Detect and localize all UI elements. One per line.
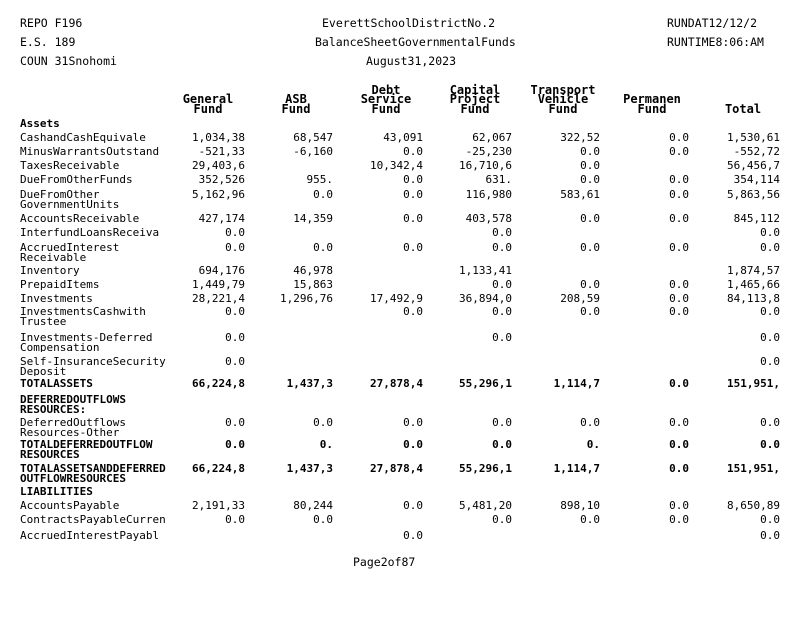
cell-value: 1,465,66: [727, 279, 780, 291]
cell-value: 0.0: [760, 530, 780, 542]
cell-value: 0.0: [492, 227, 512, 239]
cell-value: 322,52: [560, 132, 600, 144]
cell-value: 0.0: [760, 417, 780, 429]
cell-value: 354,114: [733, 174, 780, 186]
cell-value: 0.0: [580, 146, 600, 158]
row-label: Investments: [20, 294, 93, 304]
cell-value: 403,578: [465, 213, 512, 225]
cell-value: 694,176: [198, 265, 245, 277]
cell-value: 0.0: [492, 279, 512, 291]
cell-value: 55,296,1: [459, 378, 512, 390]
cell-value: 0.0: [403, 213, 423, 225]
cell-value: 0.0: [580, 279, 600, 291]
cell-value: 0.0: [225, 306, 245, 318]
cell-value: 0.0: [669, 146, 689, 158]
row-label: Assets: [20, 119, 60, 129]
row-label: Self-InsuranceSecurity Deposit: [20, 357, 166, 376]
cell-value: 151,951,: [727, 378, 780, 390]
row-label: Inventory: [20, 266, 80, 276]
header-center-line: August31,2023: [366, 54, 457, 68]
cell-value: 0.0: [669, 189, 689, 201]
cell-value: 56,456,7: [727, 160, 780, 172]
cell-value: 16,710,6: [459, 160, 512, 172]
cell-value: 0.0: [492, 439, 512, 451]
cell-value: 0.0: [580, 306, 600, 318]
cell-value: 0.0: [669, 174, 689, 186]
row-label: InvestmentsCashwith Trustee: [20, 307, 146, 326]
cell-value: 8,650,89: [727, 500, 780, 512]
row-label: InterfundLoansReceiva: [20, 228, 160, 238]
column-header: Permanen Fund: [623, 92, 681, 116]
cell-value: 1,133,41: [459, 265, 512, 277]
cell-value: 0.0: [760, 514, 780, 526]
row-label: DeferredOutflows Resources-Other: [20, 418, 126, 437]
cell-value: 0.0: [492, 514, 512, 526]
cell-value: 1,034,38: [192, 132, 245, 144]
cell-value: 0.0: [492, 332, 512, 344]
cell-value: 0.0: [760, 306, 780, 318]
page-footer: Page2of87: [353, 555, 416, 569]
cell-value: 0.0: [403, 306, 423, 318]
cell-value: 0.0: [403, 417, 423, 429]
row-label: TOTALASSETS: [20, 379, 93, 389]
row-label: AccruedInterest Receivable: [20, 243, 120, 262]
cell-value: 0.0: [669, 417, 689, 429]
cell-value: 1,449,79: [192, 279, 245, 291]
row-label: CashandCashEquivale: [20, 133, 146, 143]
cell-value: 0.0: [580, 160, 600, 172]
cell-value: 151,951,: [727, 463, 780, 475]
cell-value: 0.0: [669, 293, 689, 305]
cell-value: 0.0: [225, 356, 245, 368]
cell-value: 55,296,1: [459, 463, 512, 475]
cell-value: 898,10: [560, 500, 600, 512]
cell-value: 5,481,20: [459, 500, 512, 512]
cell-value: 43,091: [383, 132, 423, 144]
cell-value: 0.0: [313, 417, 333, 429]
row-label: AccountsPayable: [20, 501, 120, 511]
cell-value: 955.: [306, 174, 333, 186]
cell-value: 15,863: [293, 279, 333, 291]
cell-value: 0.0: [403, 500, 423, 512]
cell-value: 14,359: [293, 213, 333, 225]
row-label: TOTALASSETSANDDEFERRED OUTFLOWRESOURCES: [20, 464, 166, 483]
cell-value: 352,526: [198, 174, 245, 186]
cell-value: 0.: [586, 439, 600, 451]
cell-value: 0.0: [492, 242, 512, 254]
cell-value: 27,878,4: [370, 378, 423, 390]
cell-value: 631.: [485, 174, 512, 186]
cell-value: -6,160: [293, 146, 333, 158]
header-center-line: EverettSchoolDistrictNo.2: [322, 16, 496, 30]
cell-value: 0.0: [669, 463, 689, 475]
cell-value: 1,437,3: [286, 463, 333, 475]
row-label: AccountsReceivable: [20, 214, 140, 224]
cell-value: -25,230: [465, 146, 512, 158]
cell-value: 0.0: [669, 439, 689, 451]
cell-value: 0.0: [225, 514, 245, 526]
cell-value: 0.0: [403, 146, 423, 158]
header-left-line: COUN 31Snohomi: [20, 54, 117, 68]
cell-value: 0.0: [225, 439, 245, 451]
cell-value: 583,61: [560, 189, 600, 201]
cell-value: 0.0: [313, 189, 333, 201]
cell-value: 0.0: [580, 213, 600, 225]
column-header: Total: [724, 101, 762, 116]
cell-value: 0.0: [403, 189, 423, 201]
row-label: MinusWarrantsOutstand: [20, 147, 160, 157]
cell-value: 0.0: [760, 332, 780, 344]
cell-value: 1,296,76: [280, 293, 333, 305]
cell-value: 208,59: [560, 293, 600, 305]
cell-value: 1,437,3: [286, 378, 333, 390]
cell-value: 0.0: [225, 227, 245, 239]
cell-value: 0.0: [492, 306, 512, 318]
cell-value: 0.0: [225, 417, 245, 429]
cell-value: 1,874,57: [727, 265, 780, 277]
cell-value: 46,978: [293, 265, 333, 277]
cell-value: 66,224,8: [192, 463, 245, 475]
header-left-line: REPO F196: [20, 16, 83, 30]
cell-value: 66,224,8: [192, 378, 245, 390]
header-left-line: E.S. 189: [20, 35, 76, 49]
cell-value: 0.0: [225, 332, 245, 344]
column-header: Transport Vehicle Fund: [530, 82, 596, 116]
cell-value: 0.0: [669, 500, 689, 512]
cell-value: 1,114,7: [553, 378, 600, 390]
cell-value: 0.0: [669, 306, 689, 318]
cell-value: 0.0: [760, 227, 780, 239]
row-label: TOTALDEFERREDOUTFLOW RESOURCES: [20, 440, 153, 459]
cell-value: 10,342,4: [370, 160, 423, 172]
cell-value: 0.0: [760, 242, 780, 254]
column-header: Debt Service Fund: [360, 82, 412, 116]
cell-value: 84,113,8: [727, 293, 780, 305]
cell-value: 68,547: [293, 132, 333, 144]
cell-value: 0.0: [403, 174, 423, 186]
row-label: DEFERREDOUTFLOWS RESOURCES:: [20, 395, 126, 414]
cell-value: 0.0: [492, 417, 512, 429]
cell-value: 0.0: [580, 174, 600, 186]
cell-value: 0.0: [580, 514, 600, 526]
cell-value: 0.0: [403, 530, 423, 542]
cell-value: 427,174: [198, 213, 245, 225]
cell-value: 0.0: [669, 514, 689, 526]
cell-value: 17,492,9: [370, 293, 423, 305]
cell-value: 62,067: [472, 132, 512, 144]
cell-value: 36,894,0: [459, 293, 512, 305]
row-label: ContractsPayableCurren: [20, 515, 166, 525]
cell-value: 0.0: [313, 514, 333, 526]
row-label: TaxesReceivable: [20, 161, 120, 171]
cell-value: 0.0: [580, 242, 600, 254]
cell-value: 0.0: [669, 279, 689, 291]
cell-value: 0.0: [313, 242, 333, 254]
cell-value: 845,112: [733, 213, 780, 225]
header-center-line: BalanceSheetGovernmentalFunds: [315, 35, 516, 49]
column-header: ASB Fund: [281, 92, 311, 116]
cell-value: 1,530,61: [727, 132, 780, 144]
column-header: Capital Project Fund: [449, 82, 501, 116]
header-right-line: RUNDAT12/12/2: [667, 16, 758, 30]
cell-value: 0.0: [225, 242, 245, 254]
cell-value: 0.0: [403, 242, 423, 254]
cell-value: 80,244: [293, 500, 333, 512]
cell-value: 27,878,4: [370, 463, 423, 475]
cell-value: 0.0: [669, 213, 689, 225]
cell-value: 0.0: [669, 242, 689, 254]
row-label: DueFromOther GovernmentUnits: [20, 190, 120, 209]
row-label: Investments-Deferred Compensation: [20, 333, 153, 352]
cell-value: 0.0: [669, 132, 689, 144]
row-label: AccruedInterestPayabl: [20, 531, 160, 541]
cell-value: 0.0: [760, 356, 780, 368]
column-header: General Fund: [182, 92, 234, 116]
cell-value: 5,162,96: [192, 189, 245, 201]
cell-value: 28,221,4: [192, 293, 245, 305]
cell-value: 29,403,6: [192, 160, 245, 172]
row-label: LIABILITIES: [20, 487, 93, 497]
cell-value: -521,33: [198, 146, 245, 158]
cell-value: 116,980: [465, 189, 512, 201]
header-right-line: RUNTIME8:06:AM: [667, 35, 764, 49]
cell-value: -552,72: [733, 146, 780, 158]
row-label: PrepaidItems: [20, 280, 100, 290]
cell-value: 5,863,56: [727, 189, 780, 201]
cell-value: 0.0: [669, 378, 689, 390]
cell-value: 0.0: [760, 439, 780, 451]
cell-value: 0.: [319, 439, 333, 451]
row-label: DueFromOtherFunds: [20, 175, 133, 185]
cell-value: 0.0: [580, 417, 600, 429]
cell-value: 2,191,33: [192, 500, 245, 512]
cell-value: 1,114,7: [553, 463, 600, 475]
cell-value: 0.0: [403, 439, 423, 451]
